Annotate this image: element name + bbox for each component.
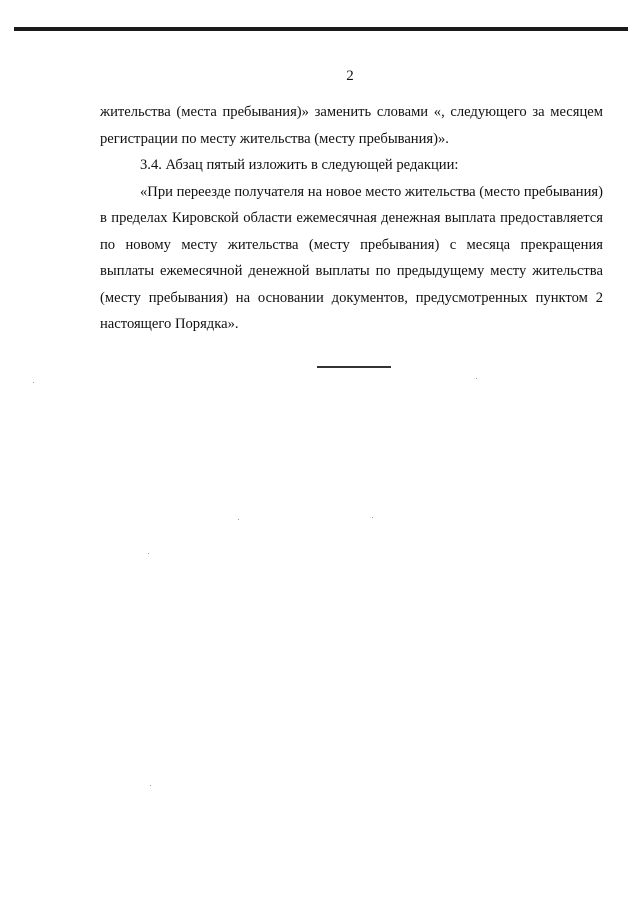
scan-speck: [476, 378, 477, 379]
scan-speck: [33, 382, 34, 383]
scan-speck: [148, 553, 149, 554]
paragraph-section-heading: 3.4. Абзац пятый изложить в следующей редакции:: [140, 157, 459, 173]
scan-speck: [372, 517, 373, 518]
scan-speck: [150, 785, 151, 786]
scan-speck: [238, 519, 239, 520]
paragraph-continuation: жительства (места пребывания)» заменить словами «, следующего за месяцем регистрации по месту жительства (месту пребывания)».: [100, 104, 603, 147]
document-body: [100, 99, 603, 338]
page-number: 2: [346, 68, 354, 84]
top-border-rule: [14, 27, 628, 31]
paragraph-quoted-amendment: «При переезде получателя на новое место жительства (место пребывания) в пределах Кировской области ежемесячная денежная выплата предоставляется по новому месту жительства (месту пребывания) с месяца прекращения выплаты ежемесячной денежной выплаты по предыдущему месту жительства (месту пребывания) на основании документов, предусмотренных пунктом 2 настоящего Порядка».: [100, 183, 604, 332]
closing-rule: [317, 366, 391, 368]
